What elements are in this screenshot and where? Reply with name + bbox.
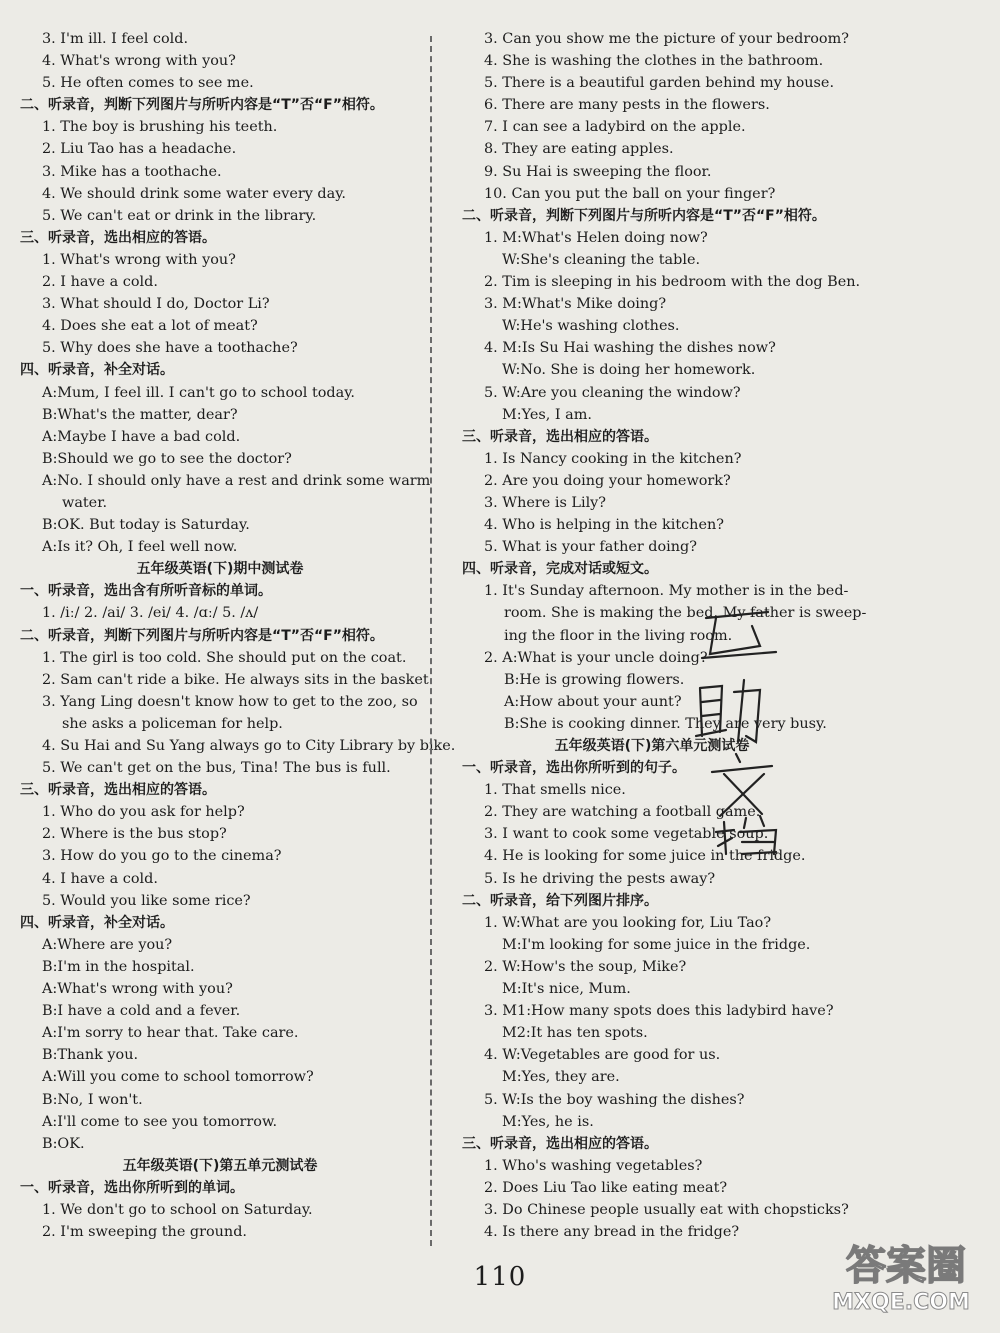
- continuation-line: water.: [62, 494, 108, 511]
- section-heading: 一、听录音，选出你所听到的单词。: [20, 1179, 244, 1196]
- answer-line: A:Is it? Oh, I feel well now.: [42, 539, 238, 556]
- answer-line: B:Thank you.: [42, 1047, 139, 1064]
- continuation-line: she asks a policeman for help.: [62, 715, 283, 732]
- answer-line: B:OK. But today is Saturday.: [42, 517, 250, 534]
- answer-line: A:Mum, I feel ill. I can't go to school today.: [42, 384, 355, 401]
- answer-line: 4. We should drink some water every day.: [42, 185, 347, 202]
- answer-line: 3. Yang Ling doesn't know how to get to the zoo, so: [42, 693, 418, 710]
- answer-line: 3. How do you go to the cinema?: [42, 848, 282, 865]
- test-title: 五年级英语(下)第五单元测试卷: [122, 1157, 318, 1174]
- answer-line: A:I'm sorry to hear that. Take care.: [42, 1025, 299, 1042]
- answer-line: B:I have a cold and a fever.: [42, 1003, 241, 1020]
- response-line: W:She's cleaning the table.: [502, 251, 701, 268]
- section-heading: 二、听录音，判断下列图片与所听内容是“T”否“F”相符。: [20, 97, 384, 114]
- answer-line: A:Where are you?: [42, 936, 173, 953]
- answer-line: 2. I have a cold.: [42, 274, 158, 291]
- section-heading: 一、听录音，选出你所听到的句子。: [462, 760, 686, 777]
- response-line: M:Yes, I am.: [502, 406, 592, 423]
- answer-line: 1. /iː/ 2. /ai/ 3. /ei/ 4. /ɑː/ 5. /ʌ/: [42, 605, 259, 622]
- answer-line: 5. W:Are you cleaning the window?: [484, 384, 741, 401]
- section-heading: 二、听录音，给下列图片排序。: [462, 892, 658, 909]
- response-line: M:Yes, he is.: [502, 1113, 594, 1130]
- watermark-chars: 答案圈: [846, 1243, 966, 1289]
- answer-line: 3. Can you show me the picture of your bedroom?: [484, 31, 849, 47]
- answer-line: 2. Liu Tao has a headache.: [42, 141, 237, 158]
- section-heading: 三、听录音，选出相应的答语。: [462, 428, 658, 445]
- watermark-logo: [806, 1232, 996, 1330]
- section-heading: 四、听录音，补全对话。: [20, 914, 174, 931]
- column-divider: [430, 36, 432, 1246]
- answer-line: B:No, I won't.: [42, 1091, 143, 1108]
- answer-line: A:No. I should only have a rest and drink some warm: [42, 472, 431, 489]
- answer-line: 2. Sam can't ride a bike. He always sits in the basket.: [42, 671, 434, 688]
- answer-line: 1. W:What are you looking for, Liu Tao?: [484, 914, 772, 931]
- answer-line: 2. Does Liu Tao like eating meat?: [484, 1179, 728, 1196]
- answer-line: 4. What's wrong with you?: [42, 53, 236, 70]
- continuation-line: room. She is making the bed. My father is sweep-: [504, 605, 867, 622]
- answer-line: 4. M:Is Su Hai washing the dishes now?: [484, 340, 776, 357]
- response-line: M:Yes, they are.: [502, 1069, 620, 1086]
- answer-line: 5. Is he driving the pests away?: [484, 870, 716, 887]
- section-heading: 四、听录音，补全对话。: [20, 362, 174, 379]
- answer-line: 3. What should I do, Doctor Li?: [42, 296, 270, 313]
- answer-line: 1. The boy is brushing his teeth.: [42, 119, 278, 136]
- answer-line: 2. A:What is your uncle doing?: [484, 649, 708, 666]
- section-heading: 二、听录音，判断下列图片与所听内容是“T”否“F”相符。: [20, 627, 384, 644]
- test-title: 五年级英语(下)第六单元测试卷: [554, 738, 750, 754]
- answer-line: 3. I'm ill. I feel cold.: [42, 31, 189, 47]
- answer-line: 10. Can you put the ball on your finger?: [484, 185, 776, 202]
- answer-line: 5. We can't get on the bus, Tina! The bus is full.: [42, 760, 391, 777]
- answer-line: 1. We don't go to school on Saturday.: [42, 1201, 313, 1218]
- answer-line: 4. He is looking for some juice in the fridge.: [484, 848, 806, 865]
- continuation-line: ing the floor in the living room.: [504, 627, 733, 644]
- answer-line: A:I'll come to see you tomorrow.: [42, 1113, 278, 1130]
- answer-line: 1. It's Sunday afternoon. My mother is in the bed-: [484, 583, 849, 600]
- answer-line: 2. Are you doing your homework?: [484, 472, 731, 489]
- continuation-line: B:He is growing flowers.: [504, 671, 685, 688]
- answer-line: 3. Where is Lily?: [484, 494, 607, 511]
- answer-line: 4. Su Hai and Su Yang always go to City Library by bike.: [42, 738, 456, 754]
- answer-line: A:Will you come to school tomorrow?: [42, 1069, 314, 1086]
- answer-line: 2. They are watching a football game.: [484, 804, 761, 821]
- answer-line: 3. M:What's Mike doing?: [484, 296, 667, 313]
- section-heading: 四、听录音，完成对话或短文。: [462, 561, 658, 578]
- answer-line: 5. He often comes to see me.: [42, 75, 254, 92]
- answer-line: 2. I'm sweeping the ground.: [42, 1224, 247, 1241]
- section-heading: 二、听录音，判断下列图片与所听内容是“T”否“F”相符。: [462, 207, 826, 224]
- response-line: M2:It has ten spots.: [502, 1025, 648, 1042]
- answer-line: 4. She is washing the clothes in the bathroom.: [484, 53, 824, 70]
- answer-line: 7. I can see a ladybird on the apple.: [484, 119, 746, 136]
- page-number: 110: [473, 1262, 527, 1292]
- response-line: W:No. She is doing her homework.: [502, 362, 756, 379]
- watermark-url: MXQE.COM: [832, 1290, 970, 1315]
- answer-line: 3. M1:How many spots does this ladybird have?: [484, 1003, 834, 1020]
- answer-line: 6. There are many pests in the flowers.: [484, 97, 770, 114]
- answer-line: 1. What's wrong with you?: [42, 251, 236, 268]
- answer-line: 1. That smells nice.: [484, 782, 626, 799]
- answer-line: 9. Su Hai is sweeping the floor.: [484, 163, 712, 180]
- answer-line: 4. Does she eat a lot of meat?: [42, 318, 258, 335]
- answer-line: 1. Who do you ask for help?: [42, 804, 245, 821]
- answer-line: 1. Is Nancy cooking in the kitchen?: [484, 450, 742, 467]
- left-column: [20, 28, 456, 1243]
- continuation-line: B:She is cooking dinner. They are very busy.: [504, 715, 827, 732]
- answer-line: 4. I have a cold.: [42, 870, 158, 887]
- section-heading: 三、听录音，选出相应的答语。: [462, 1135, 658, 1152]
- answer-line: 2. Tim is sleeping in his bedroom with the dog Ben.: [484, 274, 861, 291]
- answer-line: 1. M:What's Helen doing now?: [484, 229, 708, 246]
- answer-line: 1. The girl is too cold. She should put on the coat.: [42, 649, 407, 666]
- answer-line: 4. Is there any bread in the fridge?: [484, 1224, 740, 1241]
- handwritten-annotation: [690, 596, 810, 856]
- test-title: 五年级英语(下)期中测试卷: [136, 561, 304, 578]
- response-line: W:He's washing clothes.: [502, 318, 680, 335]
- answer-line: 3. I want to cook some vegetable soup.: [484, 826, 769, 843]
- response-line: M:It's nice, Mum.: [502, 981, 631, 998]
- answer-line: 5. W:Is the boy washing the dishes?: [484, 1091, 745, 1108]
- answer-line: B:What's the matter, dear?: [42, 406, 238, 423]
- answer-line: 4. W:Vegetables are good for us.: [484, 1047, 721, 1064]
- answer-line: B:OK.: [42, 1135, 85, 1152]
- answer-line: 3. Mike has a toothache.: [42, 163, 222, 180]
- answer-line: 8. They are eating apples.: [484, 141, 674, 158]
- answer-line: 5. What is your father doing?: [484, 539, 697, 556]
- response-line: M:I'm looking for some juice in the fridge.: [502, 936, 811, 953]
- answer-line: 5. Why does she have a toothache?: [42, 340, 298, 357]
- answer-line: 4. Who is helping in the kitchen?: [484, 517, 724, 534]
- answer-line: A:What's wrong with you?: [42, 981, 233, 998]
- answer-line: 3. Do Chinese people usually eat with chopsticks?: [484, 1201, 849, 1218]
- section-heading: 三、听录音，选出相应的答语。: [20, 782, 216, 799]
- continuation-line: A:How about your aunt?: [504, 693, 682, 710]
- answer-line: B:Should we go to see the doctor?: [42, 450, 292, 467]
- answer-line: A:Maybe I have a bad cold.: [42, 428, 241, 445]
- answer-line: 1. Who's washing vegetables?: [484, 1157, 703, 1174]
- answer-line: 5. Would you like some rice?: [42, 892, 251, 909]
- answer-line: 2. W:How's the soup, Mike?: [484, 958, 687, 975]
- answer-line: 2. Where is the bus stop?: [42, 826, 227, 843]
- section-heading: 一、听录音，选出含有所听音标的单词。: [20, 583, 272, 600]
- answer-line: 5. There is a beautiful garden behind my house.: [484, 75, 835, 92]
- answer-line: B:I'm in the hospital.: [42, 958, 195, 975]
- answer-line: 5. We can't eat or drink in the library.: [42, 207, 317, 224]
- section-heading: 三、听录音，选出相应的答语。: [20, 229, 216, 246]
